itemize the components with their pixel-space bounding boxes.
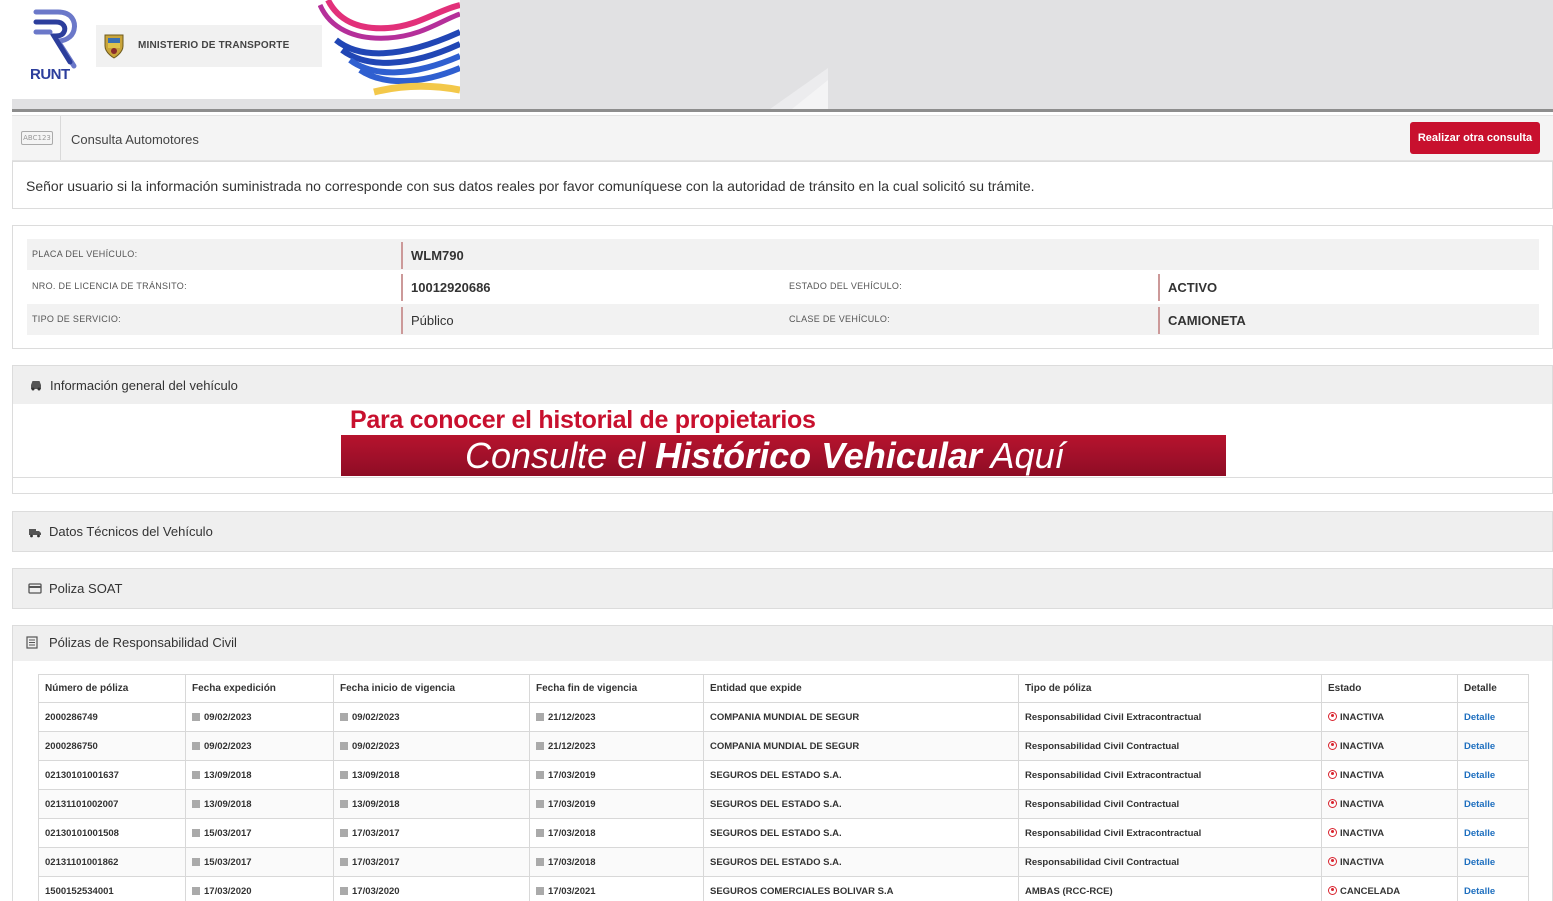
calendar-icon <box>192 800 200 808</box>
date-text: 09/02/2023 <box>352 740 400 752</box>
calendar-icon <box>340 771 348 779</box>
section-informacion-general[interactable] <box>12 365 1553 405</box>
calendar-icon <box>340 713 348 721</box>
detail-cell <box>1458 790 1529 819</box>
col-detalle[interactable]: Detalle <box>1458 675 1529 703</box>
calendar-icon <box>536 800 544 808</box>
truck-icon <box>28 526 42 538</box>
status-circle-icon <box>1328 799 1337 808</box>
placa-label: PLACA DEL VEHÍCULO: <box>32 249 138 259</box>
calendar-icon <box>192 713 200 721</box>
date-cell <box>334 819 530 848</box>
status-text: CANCELADA <box>1340 885 1401 897</box>
calendar-icon <box>340 829 348 837</box>
calendar-icon <box>536 771 544 779</box>
poliza-number-cell: 02131101001862 <box>39 848 186 877</box>
date-cell <box>530 819 704 848</box>
ministry-label: MINISTERIO DE TRANSPORTE <box>138 40 290 51</box>
detail-cell <box>1458 848 1529 877</box>
servicio-value: Público <box>411 313 454 328</box>
section-polizas-rc[interactable] <box>12 625 1553 662</box>
summary-row-placa <box>27 239 1539 270</box>
entidad-cell: SEGUROS DEL ESTADO S.A. <box>704 761 1019 790</box>
date-text: 17/03/2017 <box>352 856 400 868</box>
tipo-cell: Responsabilidad Civil Extracontractual <box>1019 819 1322 848</box>
date-cell <box>186 848 334 877</box>
calendar-icon <box>340 742 348 750</box>
detail-cell <box>1458 877 1529 901</box>
calendar-icon <box>192 771 200 779</box>
clase-label: CLASE DE VEHÍCULO: <box>789 314 890 324</box>
date-text: 13/09/2018 <box>204 769 252 781</box>
entidad-cell: SEGUROS DEL ESTADO S.A. <box>704 819 1019 848</box>
status-circle-icon <box>1328 770 1337 779</box>
summary-separator <box>401 307 403 334</box>
placa-value: WLM790 <box>411 248 464 263</box>
calendar-icon <box>192 742 200 750</box>
status-text: INACTIVA <box>1340 827 1385 839</box>
licencia-label: NRO. DE LICENCIA DE TRÁNSITO: <box>32 281 187 291</box>
detalle-link[interactable]: Detalle <box>1464 827 1496 839</box>
date-cell <box>530 848 704 877</box>
calendar-icon <box>536 713 544 721</box>
col-numero[interactable]: Número de póliza <box>39 675 186 703</box>
col-expedicion[interactable]: Fecha expedición <box>186 675 334 703</box>
section-title-general: Información general del vehículo <box>50 378 238 393</box>
date-cell <box>186 819 334 848</box>
status-circle-icon <box>1328 712 1337 721</box>
detail-cell <box>1458 732 1529 761</box>
date-text: 15/03/2017 <box>204 827 252 839</box>
section-spacer <box>12 478 1553 494</box>
summary-row-servicio <box>27 304 1539 335</box>
entidad-cell: SEGUROS DEL ESTADO S.A. <box>704 790 1019 819</box>
licencia-value: 10012920686 <box>411 280 491 295</box>
header-divider <box>12 109 1553 112</box>
summary-separator <box>401 274 403 301</box>
tipo-cell: Responsabilidad Civil Contractual <box>1019 732 1322 761</box>
date-text: 09/02/2023 <box>204 711 252 723</box>
detail-cell <box>1458 761 1529 790</box>
user-notice <box>12 161 1553 209</box>
date-text: 17/03/2018 <box>548 856 596 868</box>
section-title-tecnicos: Datos Técnicos del Vehículo <box>49 524 213 539</box>
query-bar <box>12 115 1553 161</box>
banner-cta: Consulte el Histórico Vehicular Aquí <box>465 435 1065 476</box>
date-text: 13/09/2018 <box>204 798 252 810</box>
site-header <box>12 0 1553 112</box>
estado-value: ACTIVO <box>1168 280 1218 295</box>
status-cell <box>1322 761 1458 790</box>
status-text: INACTIVA <box>1340 798 1385 810</box>
logo-area <box>12 0 460 99</box>
status-cell <box>1322 819 1458 848</box>
date-text: 17/03/2019 <box>548 769 596 781</box>
calendar-icon <box>536 887 544 895</box>
detalle-link[interactable]: Detalle <box>1464 711 1496 723</box>
banner-headline: Para conocer el historial de propietarios <box>350 406 816 434</box>
credit-card-icon <box>28 583 42 594</box>
poliza-number-cell: 1500152534001 <box>39 877 186 901</box>
tipo-cell: Responsabilidad Civil Contractual <box>1019 848 1322 877</box>
status-cell <box>1322 877 1458 901</box>
table-row <box>39 732 1529 761</box>
date-text: 09/02/2023 <box>204 740 252 752</box>
polizas-table <box>38 674 1529 901</box>
query-title: Consulta Automotores <box>71 132 199 147</box>
entidad-cell: SEGUROS COMERCIALES BOLIVAR S.A <box>704 877 1019 901</box>
date-text: 21/12/2023 <box>548 711 596 723</box>
polizas-table-container <box>12 661 1553 901</box>
poliza-number-cell: 02130101001637 <box>39 761 186 790</box>
status-text: INACTIVA <box>1340 740 1385 752</box>
calendar-icon <box>536 858 544 866</box>
poliza-number-cell: 2000286750 <box>39 732 186 761</box>
table-row <box>39 790 1529 819</box>
date-cell <box>334 877 530 901</box>
section-title-soat: Poliza SOAT <box>49 581 123 596</box>
query-bar-divider <box>60 116 61 160</box>
poliza-number-cell: 2000286749 <box>39 703 186 732</box>
date-cell <box>334 732 530 761</box>
calendar-icon <box>192 887 200 895</box>
entidad-cell: COMPANIA MUNDIAL DE SEGUR <box>704 703 1019 732</box>
col-estado[interactable]: Estado <box>1322 675 1458 703</box>
date-text: 17/03/2020 <box>352 885 400 897</box>
date-text: 21/12/2023 <box>548 740 596 752</box>
col-tipo[interactable]: Tipo de póliza <box>1019 675 1322 703</box>
car-icon <box>29 379 43 391</box>
date-cell <box>530 732 704 761</box>
tipo-cell: Responsabilidad Civil Extracontractual <box>1019 761 1322 790</box>
status-text: INACTIVA <box>1340 856 1385 868</box>
date-cell <box>186 703 334 732</box>
status-text: INACTIVA <box>1340 711 1385 723</box>
col-entidad[interactable]: Entidad que expide <box>704 675 1019 703</box>
calendar-icon <box>340 858 348 866</box>
calendar-icon <box>340 800 348 808</box>
status-circle-icon <box>1328 886 1337 895</box>
table-row <box>39 877 1529 901</box>
historico-vehicular-link[interactable] <box>341 435 1226 476</box>
calendar-icon <box>536 829 544 837</box>
table-row <box>39 761 1529 790</box>
historico-banner-area <box>12 404 1553 478</box>
list-document-icon <box>26 636 38 649</box>
runt-label: RUNT <box>30 66 70 83</box>
table-header-row <box>39 675 1529 703</box>
date-cell <box>186 732 334 761</box>
detalle-link[interactable]: Detalle <box>1464 740 1496 752</box>
date-text: 13/09/2018 <box>352 769 400 781</box>
calendar-icon <box>536 742 544 750</box>
section-title-rc: Pólizas de Responsabilidad Civil <box>49 635 237 650</box>
detalle-link[interactable]: Detalle <box>1464 769 1496 781</box>
date-text: 17/03/2019 <box>548 798 596 810</box>
date-cell <box>530 790 704 819</box>
tipo-cell: AMBAS (RCC-RCE) <box>1019 877 1322 901</box>
date-cell <box>334 848 530 877</box>
poliza-number-cell: 02130101001508 <box>39 819 186 848</box>
decorative-waves <box>318 0 460 99</box>
date-text: 09/02/2023 <box>352 711 400 723</box>
entidad-cell: COMPANIA MUNDIAL DE SEGUR <box>704 732 1019 761</box>
plate-icon: ABC123 <box>21 131 53 145</box>
date-cell <box>334 790 530 819</box>
decorative-triangles <box>770 68 828 109</box>
detail-cell <box>1458 703 1529 732</box>
date-cell <box>530 703 704 732</box>
date-cell <box>530 761 704 790</box>
date-cell <box>186 761 334 790</box>
detalle-link[interactable]: Detalle <box>1464 798 1496 810</box>
date-text: 17/03/2018 <box>548 827 596 839</box>
calendar-icon <box>192 858 200 866</box>
date-text: 17/03/2021 <box>548 885 596 897</box>
col-fin[interactable]: Fecha fin de vigencia <box>530 675 704 703</box>
vehicle-summary <box>12 225 1553 349</box>
table-row <box>39 848 1529 877</box>
date-text: 13/09/2018 <box>352 798 400 810</box>
detalle-link[interactable]: Detalle <box>1464 856 1496 868</box>
table-row <box>39 703 1529 732</box>
colombia-shield-icon <box>102 32 126 60</box>
tipo-cell: Responsabilidad Civil Contractual <box>1019 790 1322 819</box>
status-cell <box>1322 790 1458 819</box>
date-cell <box>530 877 704 901</box>
summary-separator <box>1158 274 1160 301</box>
summary-separator <box>1158 307 1160 334</box>
date-text: 17/03/2020 <box>204 885 252 897</box>
date-cell <box>186 877 334 901</box>
date-cell <box>186 790 334 819</box>
estado-label: ESTADO DEL VEHÍCULO: <box>789 281 903 291</box>
date-cell <box>334 703 530 732</box>
status-circle-icon <box>1328 741 1337 750</box>
notice-text: Señor usuario si la información suministrada no corresponde con sus datos reales por favor comuníquese con la autoridad de tránsito en la cual solicitó su trámite. <box>26 178 1035 194</box>
poliza-number-cell: 02131101002007 <box>39 790 186 819</box>
tipo-cell: Responsabilidad Civil Extracontractual <box>1019 703 1322 732</box>
new-query-button[interactable]: Realizar otra consulta <box>1410 122 1540 154</box>
summary-separator <box>401 242 403 269</box>
servicio-label: TIPO DE SERVICIO: <box>32 314 121 324</box>
calendar-icon <box>192 829 200 837</box>
date-cell <box>334 761 530 790</box>
date-text: 17/03/2017 <box>352 827 400 839</box>
status-circle-icon <box>1328 828 1337 837</box>
section-poliza-soat[interactable] <box>12 568 1553 609</box>
summary-row-licencia <box>27 271 1539 302</box>
detail-cell <box>1458 819 1529 848</box>
section-datos-tecnicos[interactable] <box>12 511 1553 552</box>
status-circle-icon <box>1328 857 1337 866</box>
calendar-icon <box>340 887 348 895</box>
detalle-link[interactable]: Detalle <box>1464 885 1496 897</box>
status-cell <box>1322 703 1458 732</box>
entidad-cell: SEGUROS DEL ESTADO S.A. <box>704 848 1019 877</box>
table-row <box>39 819 1529 848</box>
ministry-logo[interactable] <box>96 25 322 67</box>
status-cell <box>1322 848 1458 877</box>
status-text: INACTIVA <box>1340 769 1385 781</box>
date-text: 15/03/2017 <box>204 856 252 868</box>
col-inicio[interactable]: Fecha inicio de vigencia <box>334 675 530 703</box>
status-cell <box>1322 732 1458 761</box>
clase-value: CAMIONETA <box>1168 313 1246 328</box>
